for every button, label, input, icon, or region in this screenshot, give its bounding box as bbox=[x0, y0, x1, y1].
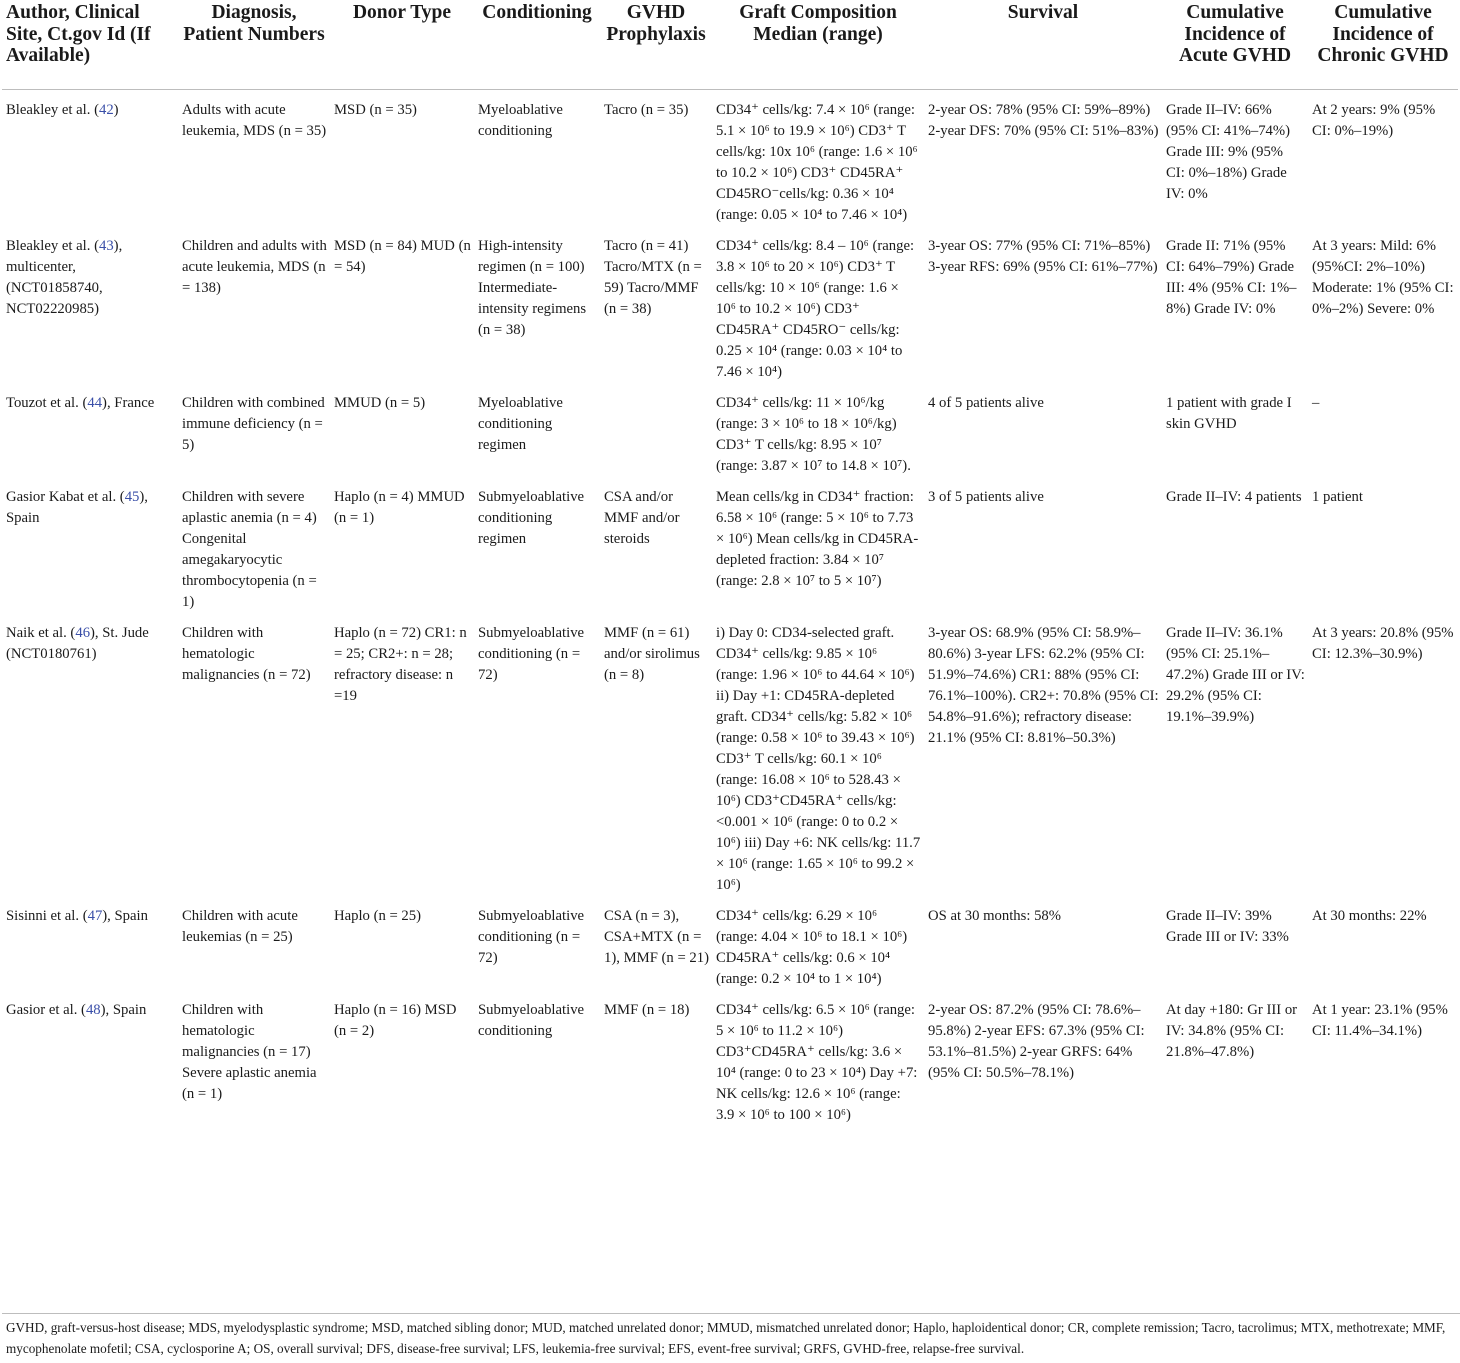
cell-survival: 3-year OS: 68.9% (95% CI: 58.9%–80.6%) 3-year LFS: 62.2% (95% CI: 51.9%–74.6%) CR1: 88% (95% CI: 76.1%–100%). CR2+: 70.8% (95% CI: 54.8%–91.6%); refractory disease: 21.1% (95% CI: 8.81%–50.3%) bbox=[928, 624, 1159, 746]
column-header-donor-type: Donor Type bbox=[330, 0, 474, 89]
cell-author: Gasior Kabat et al. (45), Spain bbox=[6, 488, 148, 526]
cell-author: Touzot et al. (44), France bbox=[6, 394, 155, 411]
cell-diagnosis: Adults with acute leukemia, MDS (n = 35) bbox=[182, 101, 327, 139]
table-footnote: GVHD, graft-versus-host disease; MDS, myelodysplastic syndrome; MSD, matched sibling donor; MUD, matched unrelated donor; MMUD, mismatched unrelated donor; Haplo, haploidentical donor; CR, complete remission; Tacro, tacrolimus; MTX, methotrexate; MMF, mycophenolate mofetil; CSA, cyclosporine A; OS, overall survival; DFS, disease-free survival; LFS, leukemia-free survival; EFS, event-free survival; GRFS, GVHD-free, relapse-free survival. bbox=[2, 1313, 1460, 1359]
cell-survival: OS at 30 months: 58% bbox=[928, 907, 1062, 924]
cell-graft-composition: CD34⁺ cells/kg: 11 × 10⁶/kg (range: 3 × 10⁶ to 18 × 10⁶/kg) CD3⁺ T cells/kg: 8.95 × 10⁷ (range: 3.87 × 10⁷ to 14.8 × 10⁷). bbox=[716, 394, 911, 474]
cell-diagnosis: Children with acute leukemias (n = 25) bbox=[182, 907, 298, 945]
table-row bbox=[2, 998, 1458, 1140]
cell-survival: 2-year OS: 87.2% (95% CI: 78.6%–95.8%) 2-year EFS: 67.3% (95% CI: 53.1%–81.5%) 2-year GRFS: 64% (95% CI: 50.5%–78.1%) bbox=[928, 1001, 1145, 1081]
cell-donor-type: Haplo (n = 16) MSD (n = 2) bbox=[334, 1001, 457, 1039]
cell-survival: 3 of 5 patients alive bbox=[928, 488, 1044, 505]
cell-donor-type: Haplo (n = 72) CR1: n = 25; CR2+: n = 28; refractory disease: n =19 bbox=[334, 624, 467, 704]
cell-chronic-gvhd: – bbox=[1312, 394, 1320, 411]
cell-conditioning: Submyeloablative conditioning bbox=[478, 1001, 585, 1039]
cell-author: Bleakley et al. (43), multicenter, (NCT01858740, NCT02220985) bbox=[6, 237, 123, 317]
cell-acute-gvhd: Grade II–IV: 39% Grade III or IV: 33% bbox=[1166, 907, 1289, 945]
cell-conditioning: Myeloablative conditioning bbox=[478, 101, 563, 139]
column-header-conditioning: Conditioning bbox=[474, 0, 600, 89]
reference-link[interactable]: 42 bbox=[98, 101, 114, 118]
cell-prophylaxis: MMF (n = 61) and/or sirolimus (n = 8) bbox=[604, 624, 700, 683]
cell-prophylaxis: Tacro (n = 41) Tacro/MTX (n = 59) Tacro/MMF (n = 38) bbox=[604, 237, 702, 317]
cell-graft-composition: CD34⁺ cells/kg: 6.29 × 10⁶ (range: 4.04 × 10⁶ to 18.1 × 10⁶) CD45RA⁺ cells/kg: 0.6 × 10⁴ (range: 0.2 × 10⁴ to 1 × 10⁴) bbox=[716, 907, 908, 987]
table-row bbox=[2, 391, 1458, 485]
reference-link[interactable]: 45 bbox=[124, 488, 140, 505]
cell-acute-gvhd: At day +180: Gr III or IV: 34.8% (95% CI: 21.8%–47.8%) bbox=[1166, 1001, 1298, 1060]
cell-graft-composition: CD34⁺ cells/kg: 6.5 × 10⁶ (range: 5 × 10⁶ to 11.2 × 10⁶) CD3⁺CD45RA⁺ cells/kg: 3.6 × 10⁴ (range: 0 to 23 × 10⁴) Day +7: NK cells/kg: 12.6 × 10⁶ (range: 3.9 × 10⁶ to 100 × 10⁶) bbox=[716, 1001, 918, 1123]
cell-diagnosis: Children with hematologic malignancies (n = 72) bbox=[182, 624, 311, 683]
cell-chronic-gvhd: At 3 years: Mild: 6% (95%CI: 2%–10%) Moderate: 1% (95% CI: 0%–2%) Severe: 0% bbox=[1312, 237, 1454, 317]
cell-survival: 3-year OS: 77% (95% CI: 71%–85%) 3-year RFS: 69% (95% CI: 61%–77%) bbox=[928, 237, 1158, 275]
graft-outcomes-table bbox=[2, 0, 1458, 1140]
cell-survival: 2-year OS: 78% (95% CI: 59%–89%) 2-year DFS: 70% (95% CI: 51%–83%) bbox=[928, 101, 1159, 139]
cell-donor-type: MSD (n = 35) bbox=[334, 101, 417, 118]
cell-acute-gvhd: Grade II–IV: 36.1% (95% CI: 25.1%–47.2%) Grade III or IV: 29.2% (95% CI: 19.1%–39.9%) bbox=[1166, 624, 1305, 725]
column-header-diagnosis: Diagnosis, Patient Numbers bbox=[178, 0, 330, 89]
cell-prophylaxis: CSA and/or MMF and/or steroids bbox=[604, 488, 680, 547]
cell-graft-composition: CD34⁺ cells/kg: 8.4 – 10⁶ (range: 3.8 × 10⁶ to 20 × 10⁶) CD3⁺ T cells/kg: 10 × 10⁶ (range: 1.6 × 10⁶ to 10.2 × 10⁶) CD3⁺ CD45RA⁺ CD45RO⁻ cells/kg: 0.25 × 10⁴ (range: 0.03 × 10⁴ to 7.46 × 10⁴) bbox=[716, 237, 915, 380]
cell-diagnosis: Children with hematologic malignancies (n = 17) Severe aplastic anemia (n = 1) bbox=[182, 1001, 317, 1102]
cell-chronic-gvhd: At 2 years: 9% (95% CI: 0%–19%) bbox=[1312, 101, 1436, 139]
cell-prophylaxis: MMF (n = 18) bbox=[604, 1001, 690, 1018]
column-header-graft-composition: Graft Composition Median (range) bbox=[712, 0, 924, 89]
reference-link[interactable]: 43 bbox=[98, 237, 114, 254]
cell-survival: 4 of 5 patients alive bbox=[928, 394, 1044, 411]
column-header-survival: Survival bbox=[924, 0, 1162, 89]
cell-acute-gvhd: Grade II–IV: 66% (95% CI: 41%–74%) Grade III: 9% (95% CI: 0%–18%) Grade IV: 0% bbox=[1166, 101, 1291, 202]
cell-author: Sisinni et al. (47), Spain bbox=[6, 907, 148, 924]
cell-graft-composition: Mean cells/kg in CD34⁺ fraction: 6.58 × 10⁶ (range: 5 × 10⁶ to 7.73 × 10⁶) Mean cells/kg in CD45RA-depleted fraction: 3.84 × 10⁷ (range: 2.8 × 10⁷ to 5 × 10⁷) bbox=[716, 488, 919, 589]
cell-author: Gasior et al. (48), Spain bbox=[6, 1001, 147, 1018]
reference-link[interactable]: 44 bbox=[87, 394, 103, 411]
cell-author: Bleakley et al. (42) bbox=[6, 101, 119, 118]
table-row bbox=[2, 89, 1458, 234]
column-header-author: Author, Clinical Site, Ct.gov Id (If Available) bbox=[2, 0, 178, 89]
cell-chronic-gvhd: 1 patient bbox=[1312, 488, 1363, 505]
cell-chronic-gvhd: At 30 months: 22% bbox=[1312, 907, 1427, 924]
reference-link[interactable]: 46 bbox=[75, 624, 91, 641]
table-row bbox=[2, 621, 1458, 904]
column-header-chronic-gvhd: Cumulative Incidence of Chronic GVHD bbox=[1308, 0, 1458, 89]
cell-chronic-gvhd: At 1 year: 23.1% (95% CI: 11.4%–34.1%) bbox=[1312, 1001, 1448, 1039]
cell-chronic-gvhd: At 3 years: 20.8% (95% CI: 12.3%–30.9%) bbox=[1312, 624, 1454, 662]
cell-diagnosis: Children with severe aplastic anemia (n = 4) Congenital amegakaryocytic thrombocytopenia (n = 1) bbox=[182, 488, 317, 610]
cell-donor-type: MSD (n = 84) MUD (n = 54) bbox=[334, 237, 471, 275]
cell-conditioning: Submyeloablative conditioning (n = 72) bbox=[478, 907, 585, 966]
cell-conditioning: Submyeloablative conditioning regimen bbox=[478, 488, 585, 547]
column-header-acute-gvhd: Cumulative Incidence of Acute GVHD bbox=[1162, 0, 1308, 89]
reference-link[interactable]: 47 bbox=[87, 907, 103, 924]
cell-author: Naik et al. (46), St. Jude (NCT0180761) bbox=[6, 624, 149, 662]
reference-link[interactable]: 48 bbox=[85, 1001, 101, 1018]
column-header-gvhd-prophylaxis: GVHD Prophylaxis bbox=[600, 0, 712, 89]
cell-donor-type: Haplo (n = 25) bbox=[334, 907, 422, 924]
cell-acute-gvhd: 1 patient with grade I skin GVHD bbox=[1166, 394, 1292, 432]
table-row bbox=[2, 485, 1458, 621]
table-row bbox=[2, 904, 1458, 998]
cell-acute-gvhd: Grade II: 71% (95% CI: 64%–79%) Grade III: 4% (95% CI: 1%–8%) Grade IV: 0% bbox=[1166, 237, 1297, 317]
cell-conditioning: Submyeloablative conditioning (n = 72) bbox=[478, 624, 585, 683]
cell-acute-gvhd: Grade II–IV: 4 patients bbox=[1166, 488, 1302, 505]
cell-graft-composition: CD34⁺ cells/kg: 7.4 × 10⁶ (range: 5.1 × 10⁶ to 19.9 × 10⁶) CD3⁺ T cells/kg: 10x 10⁶ (range: 1.6 × 10⁶ to 10.2 × 10⁶) CD3⁺ CD45RA⁺ CD45RO⁻cells/kg: 0.36 × 10⁴ (range: 0.05 × 10⁴ to 7.46 × 10⁴) bbox=[716, 101, 918, 223]
cell-prophylaxis: CSA (n = 3), CSA+MTX (n = 1), MMF (n = 21) bbox=[604, 907, 709, 966]
cell-donor-type: Haplo (n = 4) MMUD (n = 1) bbox=[334, 488, 465, 526]
cell-diagnosis: Children with combined immune deficiency (n = 5) bbox=[182, 394, 325, 453]
cell-graft-composition: i) Day 0: CD34-selected graft. CD34⁺ cells/kg: 9.85 × 10⁶ (range: 1.96 × 10⁶ to 44.64 × 10⁶) ii) Day +1: CD45RA-depleted graft. CD34⁺ cells/kg: 5.82 × 10⁶ (range: 0.58 × 10⁶ to 39.43 × 10⁶) CD3⁺ T cells/kg: 60.1 × 10⁶ (range: 16.08 × 10⁶ to 528.43 × 10⁶) CD3⁺CD45RA⁺ cells/kg: <0.001 × 10⁶ (range: 0 to 0.2 × 10⁶) iii) Day +6: NK cells/kg: 11.7 × 10⁶ (range: 1.65 × 10⁶ to 99.2 × 10⁶) bbox=[716, 624, 921, 893]
cell-conditioning: High-intensity regimen (n = 100) Intermediate-intensity regimens (n = 38) bbox=[478, 237, 587, 338]
header-row bbox=[2, 0, 1458, 89]
table-row bbox=[2, 234, 1458, 391]
cell-diagnosis: Children and adults with acute leukemia, MDS (n = 138) bbox=[182, 237, 327, 296]
cell-prophylaxis: Tacro (n = 35) bbox=[604, 101, 689, 118]
cell-donor-type: MMUD (n = 5) bbox=[334, 394, 426, 411]
cell-conditioning: Myeloablative conditioning regimen bbox=[478, 394, 563, 453]
cell-prophylaxis bbox=[600, 391, 712, 485]
